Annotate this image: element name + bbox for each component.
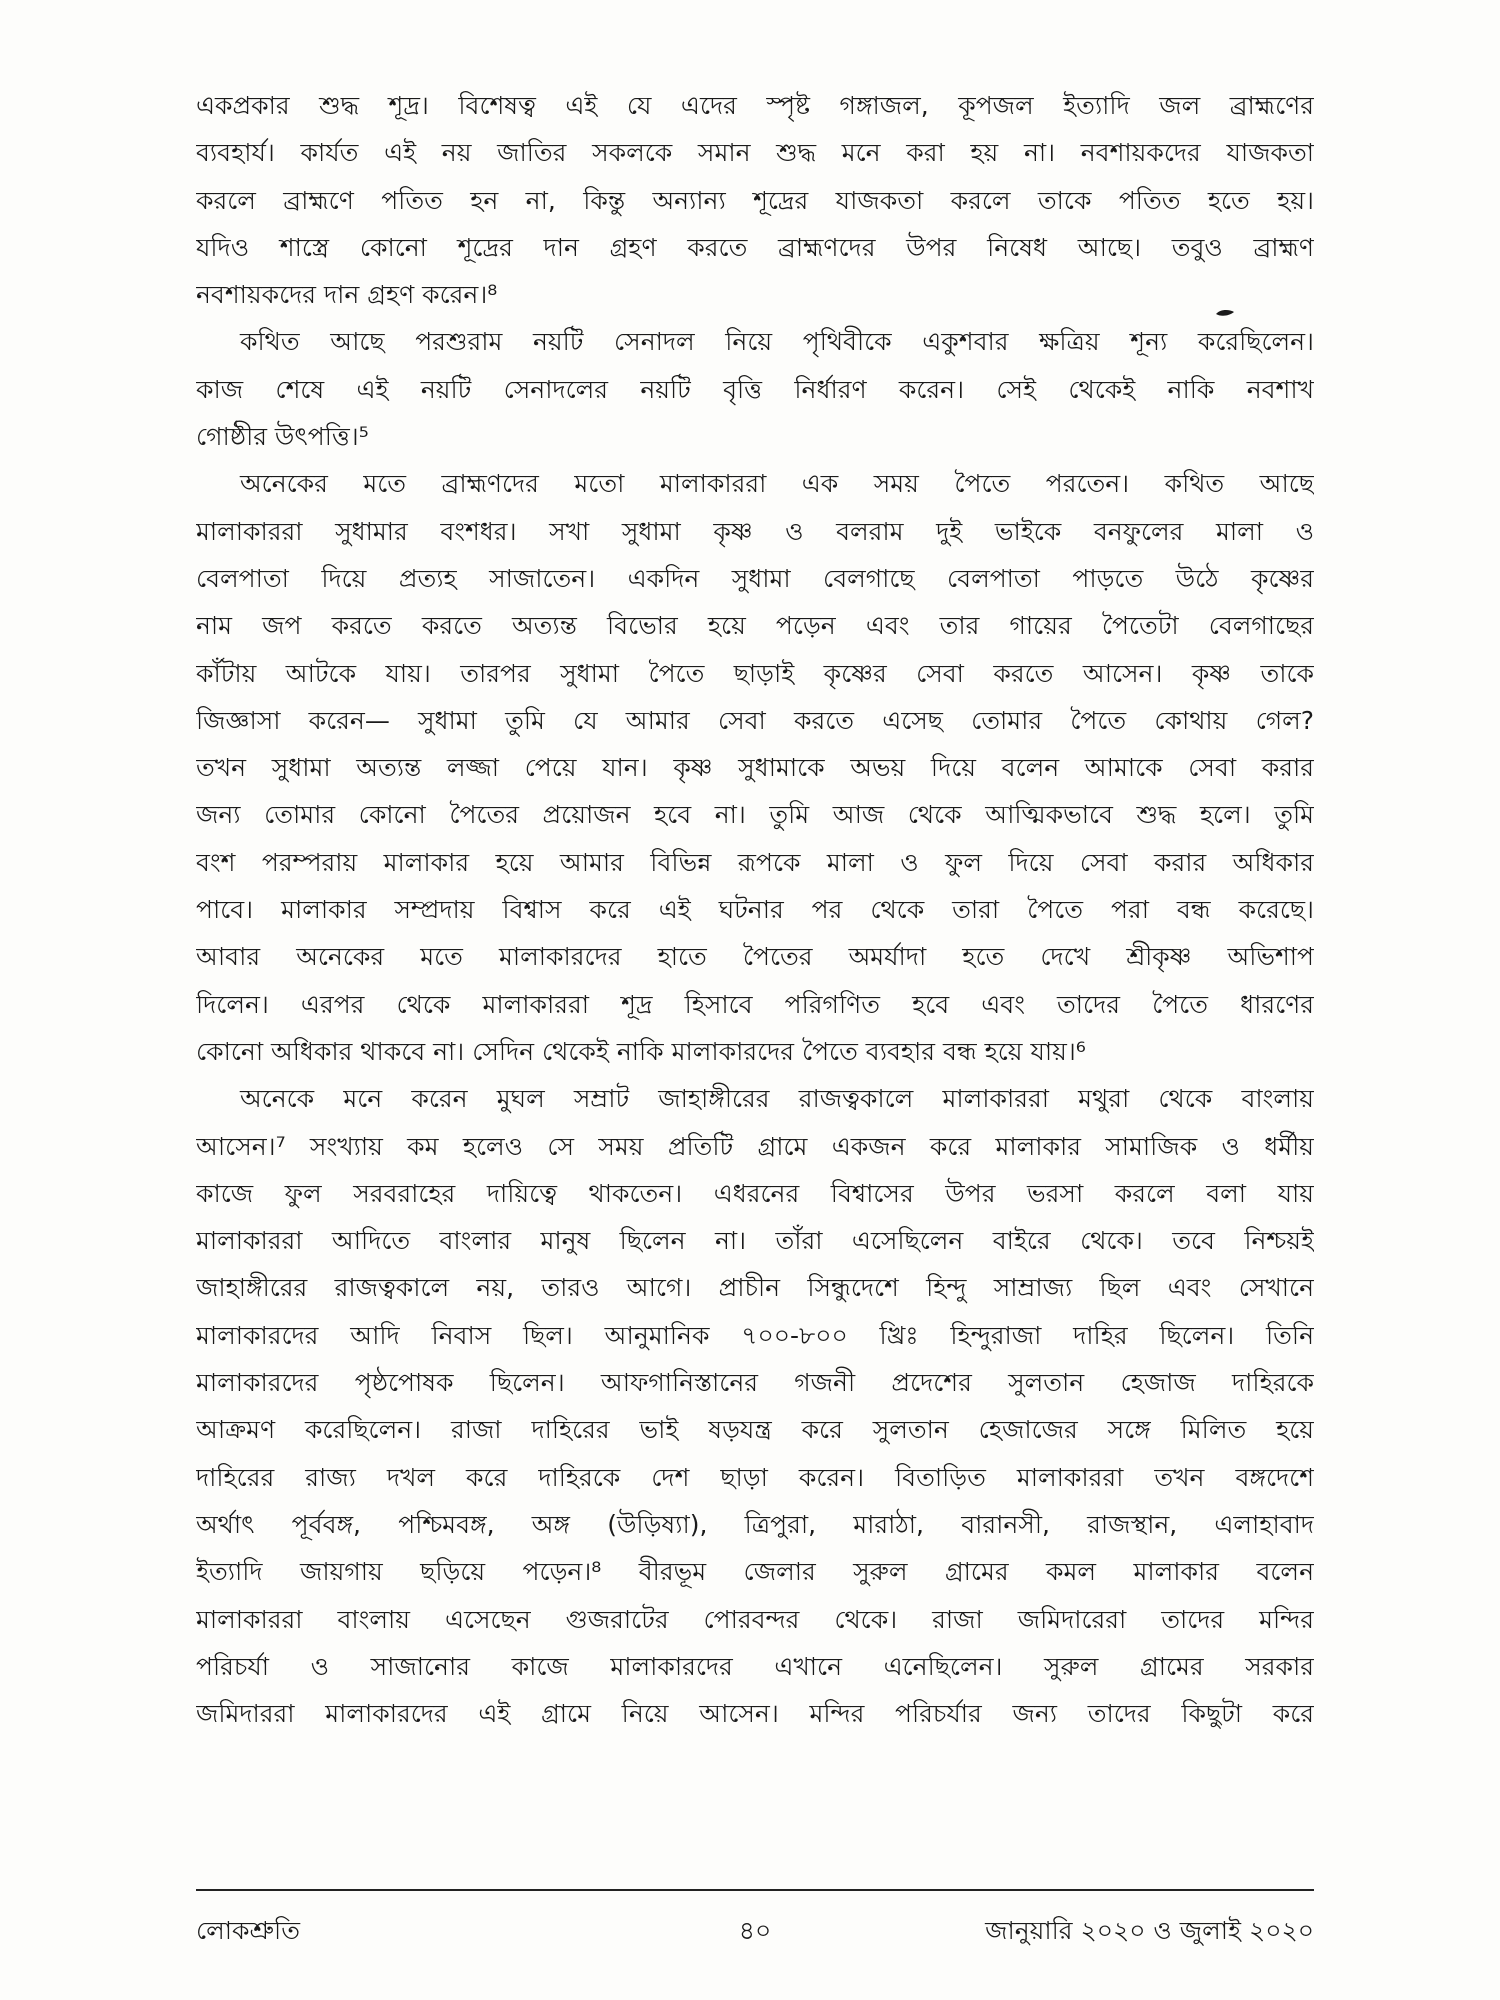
page-footer (196, 1911, 1314, 1951)
text-line: আসেন।⁷ সংখ্যায় কম হলেও সে সময় প্রতিটি গ্রামে একজন করে মালাকার সামাজিক ও ধর্মীয় (196, 1131, 1314, 1161)
footer-divider (196, 1889, 1314, 1891)
text-line: জিজ্ঞাসা করেন— সুধামা তুমি যে আমার সেবা করতে এসেছ তোমার পৈতে কোথায় গেল? (196, 705, 1314, 735)
text-line: মালাকাররা বাংলায় এসেছেন গুজরাটের পোরবন্দর থেকে। রাজা জমিদারেরা তাদের মন্দির (196, 1604, 1314, 1634)
text-line: মালাকারদের আদি নিবাস ছিল। আনুমানিক ৭০০-৮০০ খ্রিঃ হিন্দুরাজা দাহির ছিলেন। তিনি (196, 1320, 1314, 1350)
text-line: জমিদাররা মালাকারদের এই গ্রামে নিয়ে আসেন। মন্দির পরিচর্যার জন্য তাদের কিছুটা করে (196, 1699, 1314, 1729)
text-line: দিলেন। এরপর থেকে মালাকাররা শূদ্র হিসাবে পরিগণিত হবে এবং তাদের পৈতে ধারণের (196, 989, 1314, 1019)
text-line: তখন সুধামা অত্যন্ত লজ্জা পেয়ে যান। কৃষ্ণ সুধামাকে অভয় দিয়ে বলেন আমাকে সেবা করার (196, 753, 1314, 783)
text-line: কথিত আছে পরশুরাম নয়টি সেনাদল নিয়ে পৃথিবীকে একুশবার ক্ষত্রিয় শূন্য করেছিলেন। (240, 327, 1314, 357)
text-line: আবার অনেকের মতে মালাকারদের হাতে পৈতের অমর্যাদা হতে দেখে শ্রীকৃষ্ণ অভিশাপ (196, 942, 1314, 972)
text-line: বংশ পরম্পরায় মালাকার হয়ে আমার বিভিন্ন রূপকে মালা ও ফুল দিয়ে সেবা করার অধিকার (196, 847, 1314, 877)
text-line: যদিও শাস্ত্রে কোনো শূদ্রের দান গ্রহণ করতে ব্রাহ্মণদের উপর নিষেধ আছে। তবুও ব্রাহ্মণ (196, 232, 1314, 262)
text-line: জন্য তোমার কোনো পৈতের প্রয়োজন হবে না। তুমি আজ থেকে আত্মিকভাবে শুদ্ধ হলে। তুমি (196, 800, 1314, 830)
text-line: অনেকের মতে ব্রাহ্মণদের মতো মালাকাররা এক সময় পৈতে পরতেন। কথিত আছে (240, 469, 1314, 499)
ink-mark (1215, 308, 1235, 318)
text-line: পাবে। মালাকার সম্প্রদায় বিশ্বাস করে এই ঘটনার পর থেকে তারা পৈতে পরা বন্ধ করেছে। (196, 895, 1314, 925)
text-line: অর্থাৎ পূর্ববঙ্গ, পশ্চিমবঙ্গ, অঙ্গ (উড়িষ্যা), ত্রিপুরা, মারাঠা, বারানসী, রাজস্থান, এলাহাবাদ (196, 1509, 1314, 1539)
text-line: গোষ্ঠীর উৎপত্তি।⁵ (196, 422, 369, 452)
paragraph-2 (196, 318, 1314, 460)
text-line: জাহাঙ্গীরের রাজত্বকালে নয়, তারও আগে। প্রাচীন সিন্ধুদেশে হিন্দু সাম্রাজ্য ছিল এবং সেখানে (196, 1273, 1314, 1303)
paragraph-4 (196, 1075, 1314, 1737)
text-line: নাম জপ করতে করতে অত্যন্ত বিভোর হয়ে পড়েন এবং তার গায়ের পৈতেটা বেলগাছের (196, 611, 1314, 641)
text-line: বেলপাতা দিয়ে প্রত্যহ সাজাতেন। একদিন সুধামা বেলগাছে বেলপাতা পাড়তে উঠে কৃষ্ণের (196, 563, 1314, 593)
text-line: আক্রমণ করেছিলেন। রাজা দাহিরের ভাই ষড়যন্ত্র করে সুলতান হেজাজের সঙ্গে মিলিত হয়ে (196, 1415, 1314, 1445)
page-number: ৪০ (738, 1916, 772, 1945)
issue-date: জানুয়ারি ২০২০ ও জুলাই ২০২০ (985, 1916, 1314, 1945)
text-line: নবশায়কদের দান গ্রহণ করেন।⁸ (196, 280, 498, 310)
text-line: কোনো অধিকার থাকবে না। সেদিন থেকেই নাকি মালাকারদের পৈতে ব্যবহার বন্ধ হয়ে যায়।⁶ (196, 1036, 1086, 1066)
text-line: কাজ শেষে এই নয়টি সেনাদলের নয়টি বৃত্তি নির্ধারণ করেন। সেই থেকেই নাকি নবশাখ (196, 374, 1314, 404)
text-line: করলে ব্রাহ্মণে পতিত হন না, কিন্তু অন্যান্য শূদ্রের যাজকতা করলে তাকে পতিত হতে হয়। (196, 185, 1314, 215)
text-line: মালাকাররা আদিতে বাংলার মানুষ ছিলেন না। তাঁরা এসেছিলেন বাইরে থেকে। তবে নিশ্চয়ই (196, 1226, 1314, 1256)
journal-name: লোকশ্রুতি (196, 1916, 300, 1945)
text-line: পরিচর্যা ও সাজানোর কাজে মালাকারদের এখানে এনেছিলেন। সুরুল গ্রামের সরকার (196, 1651, 1314, 1681)
text-line: মালাকাররা সুধামার বংশধর। সখা সুধামা কৃষ্ণ ও বলরাম দুই ভাইকে বনফুলের মালা ও (196, 516, 1314, 546)
text-line: অনেকে মনে করেন মুঘল সম্রাট জাহাঙ্গীরের রাজত্বকালে মালাকাররা মথুরা থেকে বাংলায় (240, 1084, 1314, 1114)
text-line: দাহিরের রাজ্য দখল করে দাহিরকে দেশ ছাড়া করেন। বিতাড়িত মালাকাররা তখন বঙ্গদেশে (196, 1462, 1314, 1492)
article-body (196, 82, 1314, 1737)
text-line: মালাকারদের পৃষ্ঠপোষক ছিলেন। আফগানিস্তানের গজনী প্রদেশের সুলতান হেজাজ দাহিরকে (196, 1368, 1314, 1398)
text-line: কাঁটায় আটকে যায়। তারপর সুধামা পৈতে ছাড়াই কৃষ্ণের সেবা করতে আসেন। কৃষ্ণ তাকে (196, 658, 1314, 688)
text-line: কাজে ফুল সরবরাহের দায়িত্বে থাকতেন। এধরনের বিশ্বাসের উপর ভরসা করলে বলা যায় (196, 1178, 1314, 1208)
text-line: একপ্রকার শুদ্ধ শূদ্র। বিশেষত্ব এই যে এদের স্পৃষ্ট গঙ্গাজল, কূপজল ইত্যাদি জল ব্রাহ্মণের (196, 91, 1314, 120)
paragraph-3 (196, 460, 1314, 1075)
text-line: ইত্যাদি জায়গায় ছড়িয়ে পড়েন।⁸ বীরভূম জেলার সুরুল গ্রামের কমল মালাকার বলেন (196, 1557, 1314, 1587)
paragraph-1 (196, 82, 1314, 318)
text-line: ব্যবহার্য। কার্যত এই নয় জাতির সকলকে সমান শুদ্ধ মনে করা হয় না। নবশায়কদের যাজকতা (196, 138, 1314, 168)
